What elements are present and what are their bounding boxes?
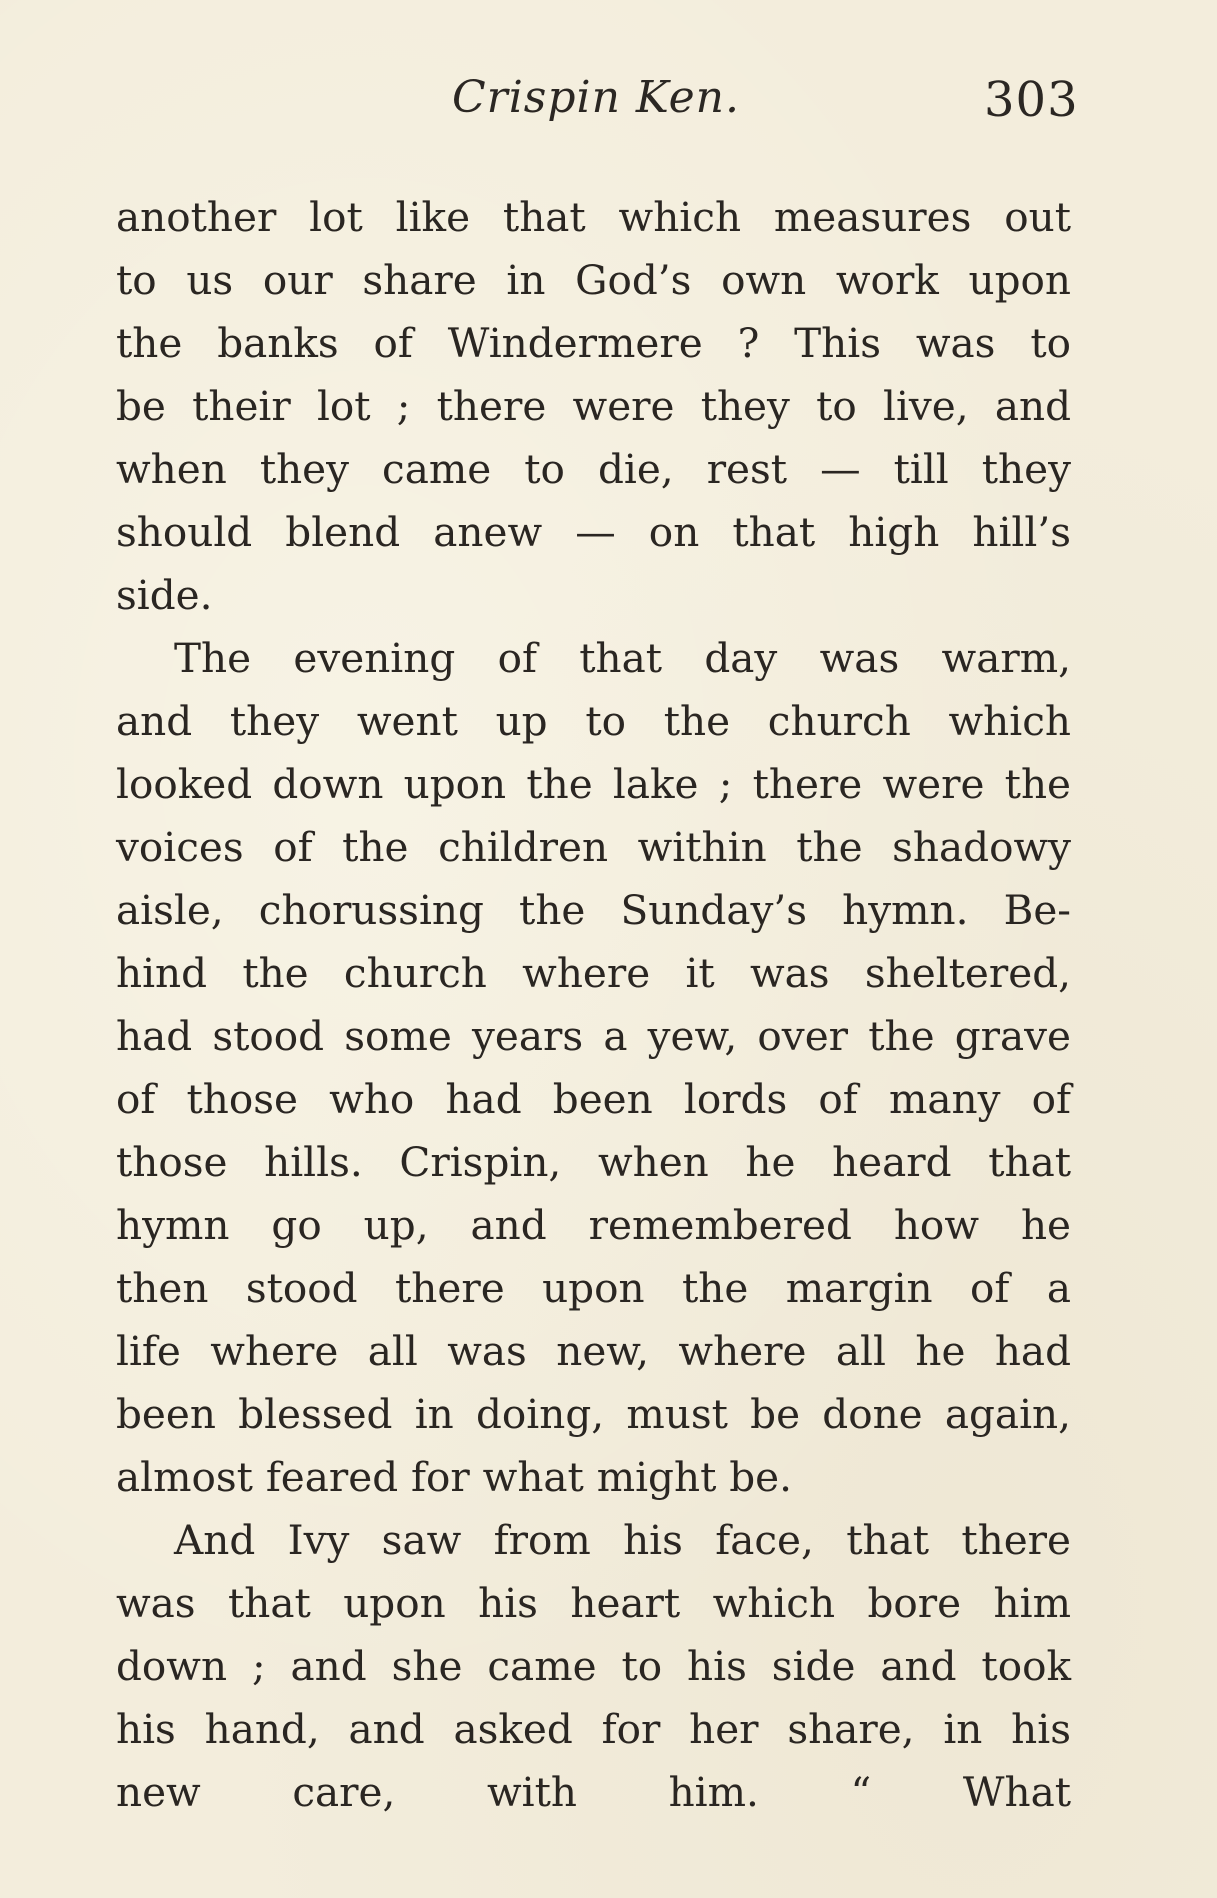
text-line: of those who had been lords of many of [116,1075,1071,1123]
text-line: almost feared for what might be. [116,1453,792,1501]
text-line: his hand, and asked for her share, in his [116,1705,1071,1753]
paragraph-1 [116,186,1071,627]
text-line: those hills. Crispin, when he heard that [116,1138,1071,1186]
text-line: been blessed in doing, must be done again, [116,1390,1071,1438]
text-line: aisle, chorussing the Sunday’s hymn. Be- [116,886,1071,934]
text-line: should blend anew — on that high hill’s [116,508,1071,556]
text-line: when they came to die, rest — till they [116,445,1071,493]
text-line: to us our share in God’s own work upon [116,256,1071,304]
text-line: side. [116,571,213,619]
text-line: another lot like that which measures out [116,193,1071,241]
page-number: 303 [984,72,1079,128]
text-line: hymn go up, and remembered how he [116,1201,1071,1249]
text-line: life where all was new, where all he had [116,1327,1071,1375]
running-title: Crispin Ken. [452,72,740,123]
paragraph-2 [116,627,1071,1509]
text-line: and they went up to the church which [116,697,1071,745]
text-line: was that upon his heart which bore him [116,1579,1071,1627]
text-line: then stood there upon the margin of a [116,1264,1071,1312]
text-line: voices of the children within the shadowy [116,823,1071,871]
text-line: be their lot ; there were they to live, and [116,382,1071,430]
text-line: And Ivy saw from his face, that there [174,1516,1071,1564]
paragraph-3 [116,1509,1071,1824]
text-line: the banks of Windermere ? This was to [116,319,1071,367]
text-line: The evening of that day was warm, [174,634,1071,682]
text-line: had stood some years a yew, over the grave [116,1012,1071,1060]
text-line: down ; and she came to his side and took [116,1642,1071,1690]
running-head [0,66,1217,136]
text-line: new care, with him. “ What [116,1768,1071,1816]
text-line: hind the church where it was sheltered, [116,949,1071,997]
text-line: looked down upon the lake ; there were the [116,760,1071,808]
body-text [116,186,1071,1824]
